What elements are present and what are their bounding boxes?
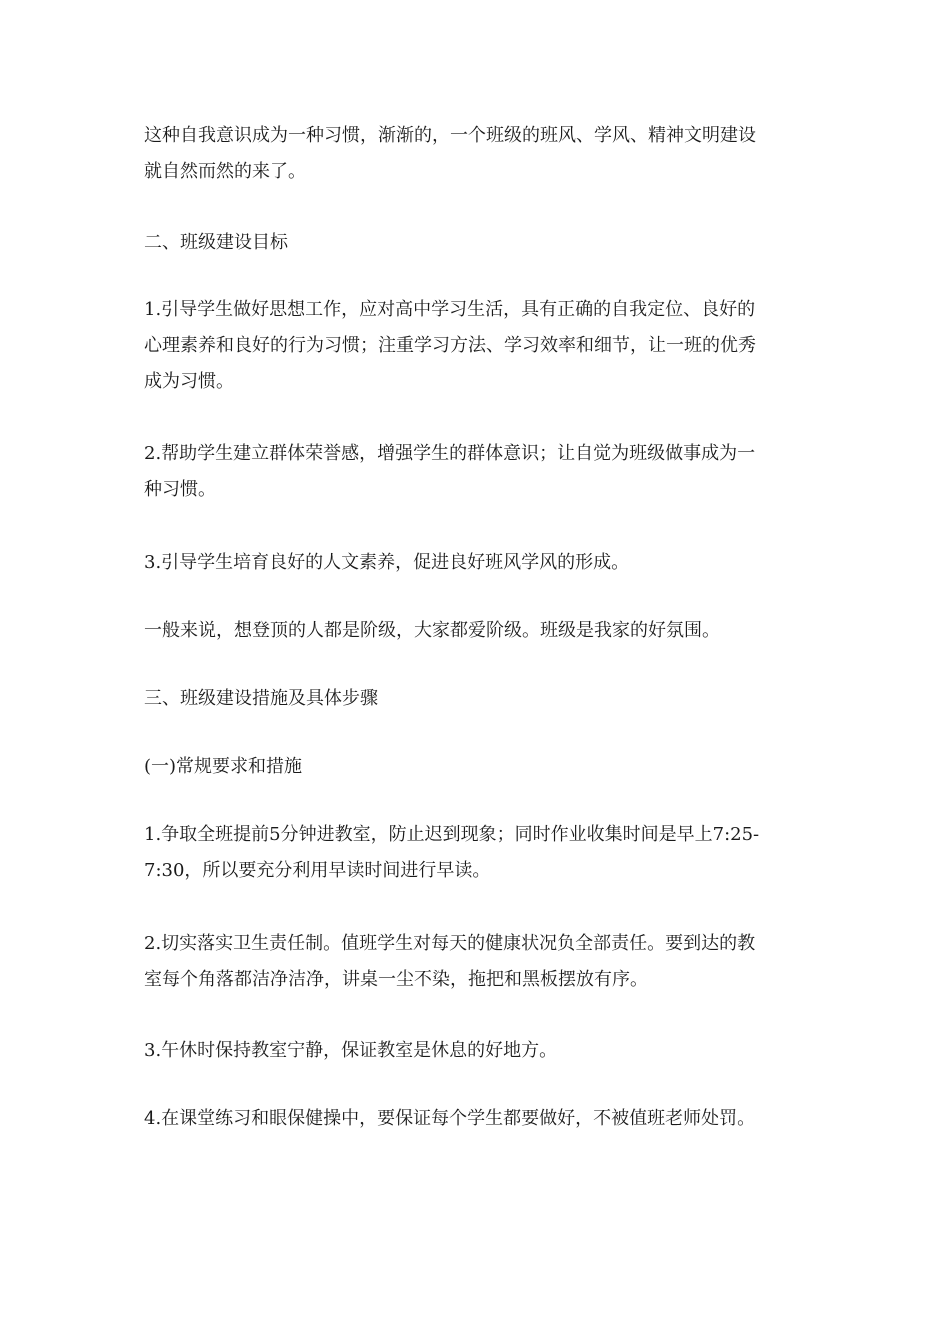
paragraph-goal-3 xyxy=(144,545,814,581)
paragraph-measure-4 xyxy=(144,1101,814,1137)
section-heading-2 xyxy=(144,225,814,261)
text-line: 1.引导学生做好思想工作，应对高中学习生活，具有正确的自我定位、良好的 xyxy=(144,299,756,320)
text-line: 2.切实落实卫生责任制。值班学生对每天的健康状况负全部责任。要到达的教 xyxy=(144,933,756,954)
heading-text: 二、班级建设目标 xyxy=(144,232,288,253)
text-line: 一般来说，想登顶的人都是阶级，大家都爱阶级。班级是我家的好氛围。 xyxy=(144,620,720,641)
heading-text: (一)常规要求和措施 xyxy=(144,756,303,777)
text-line: 种习惯。 xyxy=(144,479,216,500)
paragraph-measure-3 xyxy=(144,1033,814,1069)
paragraph-goal-2 xyxy=(144,436,814,508)
text-line: 2.帮助学生建立群体荣誉感，增强学生的群体意识；让自觉为班级做事成为一 xyxy=(144,443,756,464)
text-line: 成为习惯。 xyxy=(144,371,234,392)
paragraph-measure-2 xyxy=(144,926,814,998)
text-line: 3.引导学生培育良好的人文素养，促进良好班风学风的形成。 xyxy=(144,552,630,573)
text-line: 这种自我意识成为一种习惯，渐渐的，一个班级的班风、学风、精神文明建设 xyxy=(144,125,756,146)
text-line: 就自然而然的来了。 xyxy=(144,161,306,182)
heading-text: 三、班级建设措施及具体步骤 xyxy=(144,688,378,709)
paragraph-measure-1 xyxy=(144,817,814,889)
text-line: 心理素养和良好的行为习惯；注重学习方法、学习效率和细节，让一班的优秀 xyxy=(144,335,756,356)
text-line: 1.争取全班提前5分钟进教室，防止迟到现象；同时作业收集时间是早上7:25- xyxy=(144,824,760,845)
text-line: 4.在课堂练习和眼保健操中，要保证每个学生都要做好，不被值班老师处罚。 xyxy=(144,1108,756,1129)
text-line: 7:30，所以要充分利用早读时间进行早读。 xyxy=(144,860,491,881)
subsection-heading-1 xyxy=(144,749,814,785)
paragraph-intro xyxy=(144,118,814,190)
paragraph-goal-1 xyxy=(144,292,814,400)
section-heading-3 xyxy=(144,681,814,717)
text-line: 3.午休时保持教室宁静，保证教室是休息的好地方。 xyxy=(144,1040,558,1061)
paragraph-general xyxy=(144,613,814,649)
text-line: 室每个角落都洁净洁净，讲桌一尘不染，拖把和黑板摆放有序。 xyxy=(144,969,648,990)
